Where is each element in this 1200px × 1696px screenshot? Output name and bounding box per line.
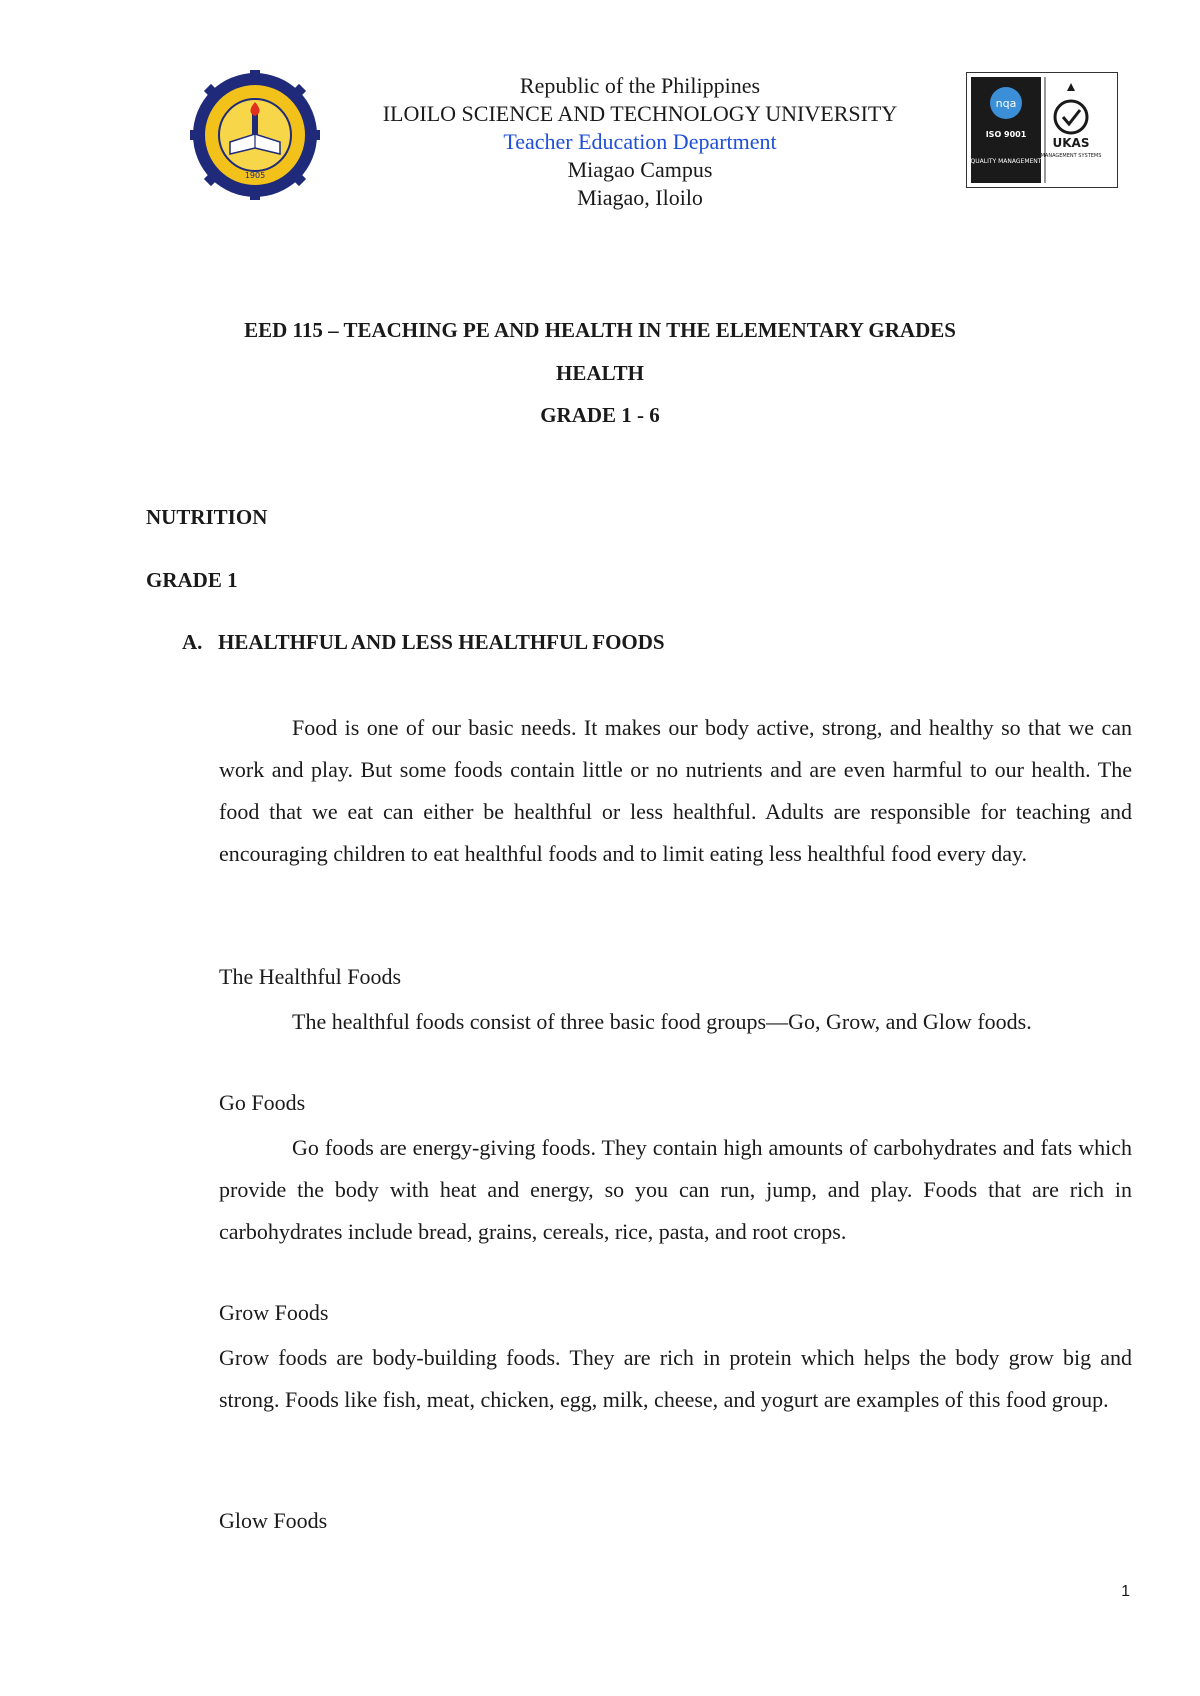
course-title: EED 115 – TEACHING PE AND HEALTH IN THE ELEMENTARY GRADES xyxy=(244,318,956,342)
grow-foods-heading: Grow Foods xyxy=(219,1300,329,1325)
section-a-title: HEALTHFUL AND LESS HEALTHFUL FOODS xyxy=(218,630,665,654)
section-a-heading xyxy=(182,630,665,655)
grow-foods-paragraph xyxy=(219,1337,1132,1421)
section-a-letter: A. xyxy=(182,630,203,654)
subject-title: HEALTH xyxy=(556,361,644,385)
go-foods-heading: Go Foods xyxy=(219,1090,306,1115)
seal-year: 1905 xyxy=(244,171,266,180)
university-seal-logo xyxy=(190,70,320,200)
campus-name: Miagao Campus xyxy=(567,157,713,182)
grade-range-title: GRADE 1 - 6 xyxy=(540,403,660,427)
department-name: Teacher Education Department xyxy=(503,129,777,154)
intro-paragraph xyxy=(219,707,1132,875)
grade-heading: GRADE 1 xyxy=(146,568,238,592)
healthful-foods-paragraph xyxy=(219,1001,1132,1043)
certification-logo xyxy=(966,72,1118,188)
healthful-foods-text: The healthful foods consist of three basic food groups—Go, Grow, and Glow foods. xyxy=(292,1009,1032,1034)
university-name: ILOILO SCIENCE AND TECHNOLOGY UNIVERSITY xyxy=(382,101,898,126)
crown-icon xyxy=(1067,83,1075,91)
go-foods-text: Go foods are energy-giving foods. They contain high amounts of carbohydrates and fats which provide the body with heat and energy, so you can run, jump, and play. Foods that are rich in carbohydrates include bread, grains, cereals, rice, pasta, and root crops. xyxy=(219,1135,1132,1244)
svg-text:MANAGEMENT SYSTEMS: MANAGEMENT SYSTEMS xyxy=(1040,153,1102,159)
nutrition-heading: NUTRITION xyxy=(146,505,268,529)
page-number: 1 xyxy=(1121,1583,1130,1600)
grow-foods-text: Grow foods are body-building foods. They are rich in protein which helps the body grow big and strong. Foods like fish, meat, chicken, egg, milk, cheese, and yogurt are examples of this food group. xyxy=(219,1345,1132,1412)
go-foods-paragraph xyxy=(219,1127,1132,1253)
institution-header xyxy=(330,72,950,212)
intro-text: Food is one of our basic needs. It makes our body active, strong, and healthy so that we can work and play. But some foods contain little or no nutrients and are even harmful to our health. The food that we eat can either be healthful or less healthful. Adults are responsible for teaching and encouraging children to eat healthful foods and to limit eating less healthful food every day. xyxy=(219,715,1132,866)
country-line: Republic of the Philippines xyxy=(519,73,761,98)
healthful-foods-heading: The Healthful Foods xyxy=(219,964,402,989)
glow-foods-heading: Glow Foods xyxy=(219,1508,328,1533)
svg-text:ISO 9001: ISO 9001 xyxy=(985,130,1027,139)
svg-text:nqa: nqa xyxy=(995,97,1017,110)
checkmark-icon xyxy=(1055,101,1087,133)
svg-text:UKAS: UKAS xyxy=(1052,136,1090,150)
svg-text:QUALITY MANAGEMENT: QUALITY MANAGEMENT xyxy=(970,158,1042,165)
campus-location: Miagao, Iloilo xyxy=(577,185,703,210)
